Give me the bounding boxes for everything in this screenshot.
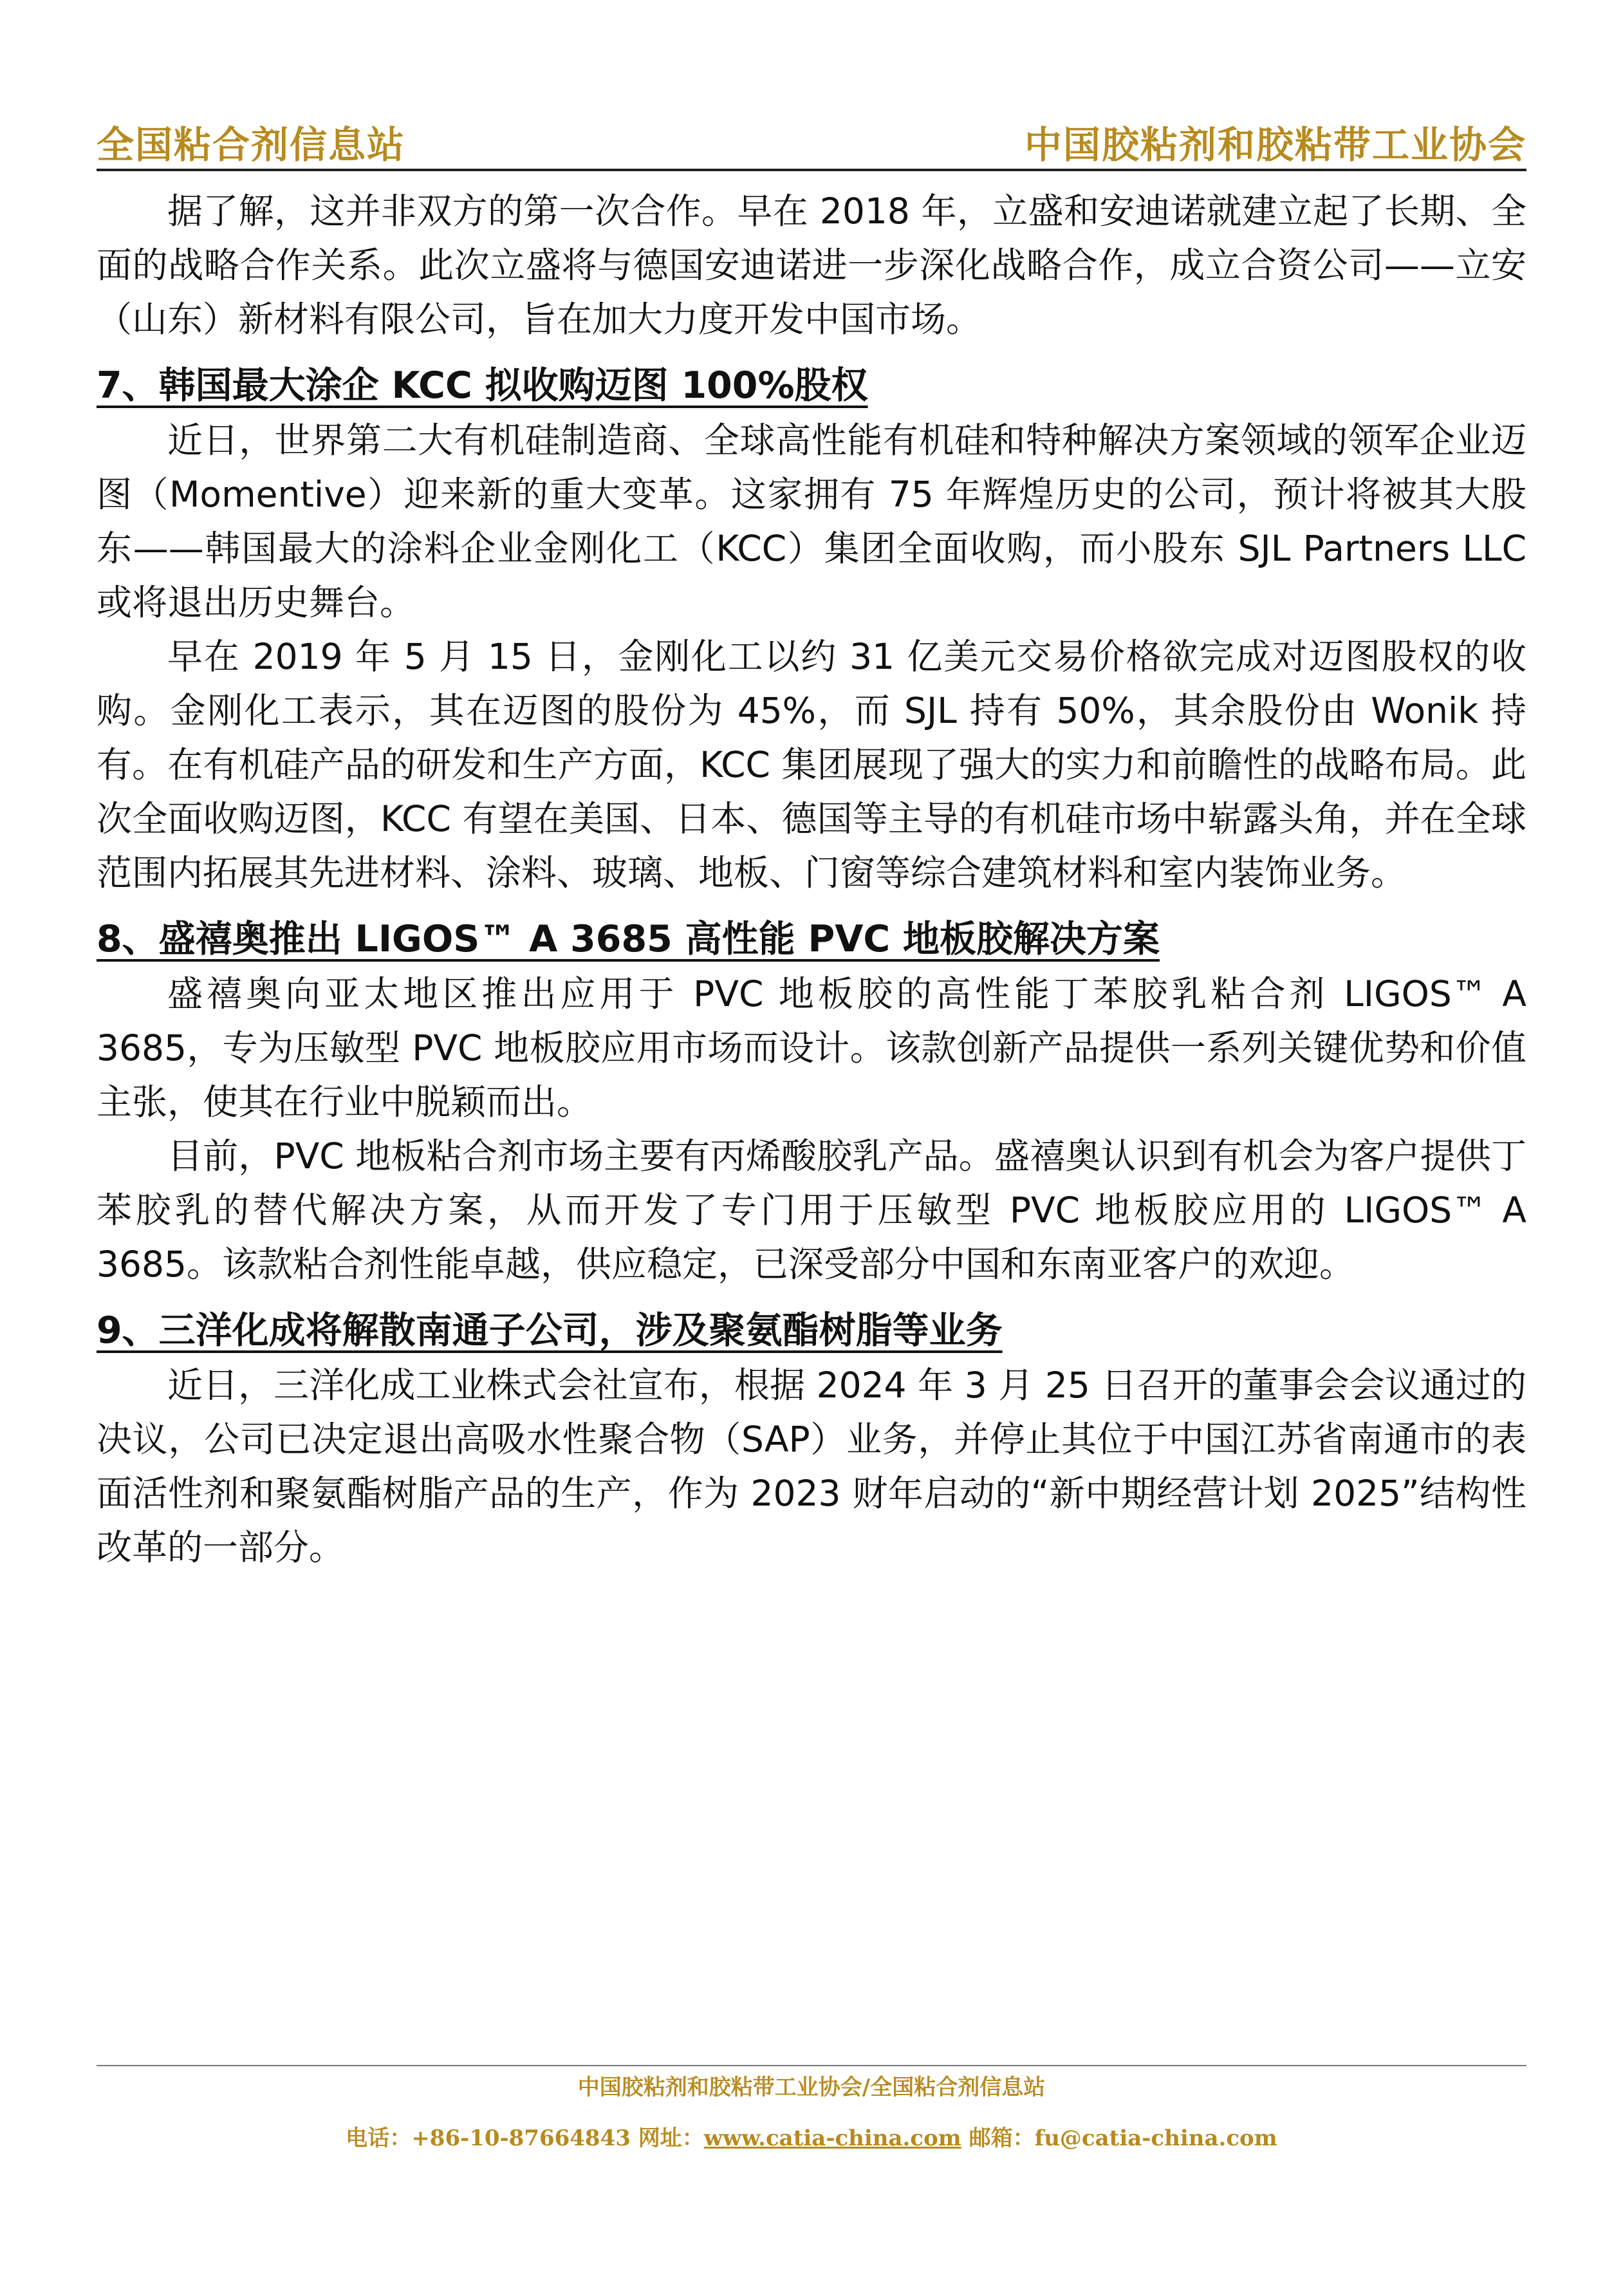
section-7-paragraph-2: 早在 2019 年 5 月 15 日，金刚化工以约 31 亿美元交易价格欲完成对迈图股权的收购。金刚化工表示，其在迈图的股份为 45%，而 SJL 持有 50%，其余股份由 Wonik 持有。在有机硅产品的研发和生产方面，KCC 集团展现了强大的实力和前瞻性的战略布局。此次全面收购迈图，KCC 有望在美国、日本、德国等主导的有机硅市场中崭露头角，并在全球范围内拓展其先进材料、涂料、玻璃、地板、门窗等综合建筑材料和室内装饰业务。 <box>97 636 1526 893</box>
section-8-paragraph-2: 目前，PVC 地板粘合剂市场主要有丙烯酸胶乳产品。盛禧奥认识到有机会为客户提供丁苯胶乳的替代解决方案，从而开发了专门用于压敏型 PVC 地板胶应用的 LIGOS™ A 3685。该款粘合剂性能卓越，供应稳定，已深受部分中国和东南亚客户的欢迎。 <box>97 1135 1526 1285</box>
page-header <box>97 97 1526 167</box>
section-7-title: 7、韩国最大涂企 KCC 拟收购迈图 100%股权 <box>97 364 868 407</box>
header-site-name: 全国粘合剂信息站 <box>97 123 406 167</box>
intro-paragraph: 据了解，这并非双方的第一次合作。早在 2018 年，立盛和安迪诺就建立起了长期、全面的战略合作关系。此次立盛将与德国安迪诺进一步深化战略合作，成立合资公司——立安（山东）新材料有限公司，旨在加大力度开发中国市场。 <box>97 191 1526 340</box>
footer-organization: 中国胶粘剂和胶粘带工业协会/全国粘合剂信息站 <box>577 2075 1046 2100</box>
header-association-name: 中国胶粘剂和胶粘带工业协会 <box>1024 123 1526 167</box>
section-8-paragraph-1: 盛禧奥向亚太地区推出应用于 PVC 地板胶的高性能丁苯胶乳粘合剂 LIGOS™ A 3685，专为压敏型 PVC 地板胶应用市场而设计。该款创新产品提供一系列关键优势和价值主张，使其在行业中脱颖而出。 <box>97 973 1526 1123</box>
article-body <box>97 184 1526 1574</box>
section-9-paragraph-1: 近日，三洋化成工业株式会社宣布，根据 2024 年 3 月 25 日召开的董事会会议通过的决议，公司已决定退出高吸水性聚合物（SAP）业务，并停止其位于中国江苏省南通市的表面活性剂和聚氨酯树脂产品的生产，作为 2023 财年启动的“新中期经营计划 2025”结构性改革的一部分。 <box>97 1365 1526 1568</box>
footer-divider <box>97 2065 1526 2066</box>
footer-email: 邮箱：fu@catia-china.com <box>961 2125 1277 2151</box>
footer-website-link[interactable]: www.catia-china.com <box>703 2125 961 2151</box>
section-8-title: 8、盛禧奥推出 LIGOS™ A 3685 高性能 PVC 地板胶解决方案 <box>97 918 1160 960</box>
section-7-paragraph-1: 近日，世界第二大有机硅制造商、全球高性能有机硅和特种解决方案领域的领军企业迈图（Momentive）迎来新的重大变革。这家拥有 75 年辉煌历史的公司，预计将被其大股东——韩国最大的涂料企业金刚化工（KCC）集团全面收购，而小股东 SJL Partners LLC 或将退出历史舞台。 <box>97 420 1526 623</box>
header-divider <box>97 169 1526 171</box>
section-9-title: 9、三洋化成将解散南通子公司，涉及聚氨酯树脂等业务 <box>97 1309 1003 1352</box>
footer-contact <box>0 2120 1623 2152</box>
footer-phone: 电话：+86-10-87664843 网址： <box>346 2125 704 2151</box>
